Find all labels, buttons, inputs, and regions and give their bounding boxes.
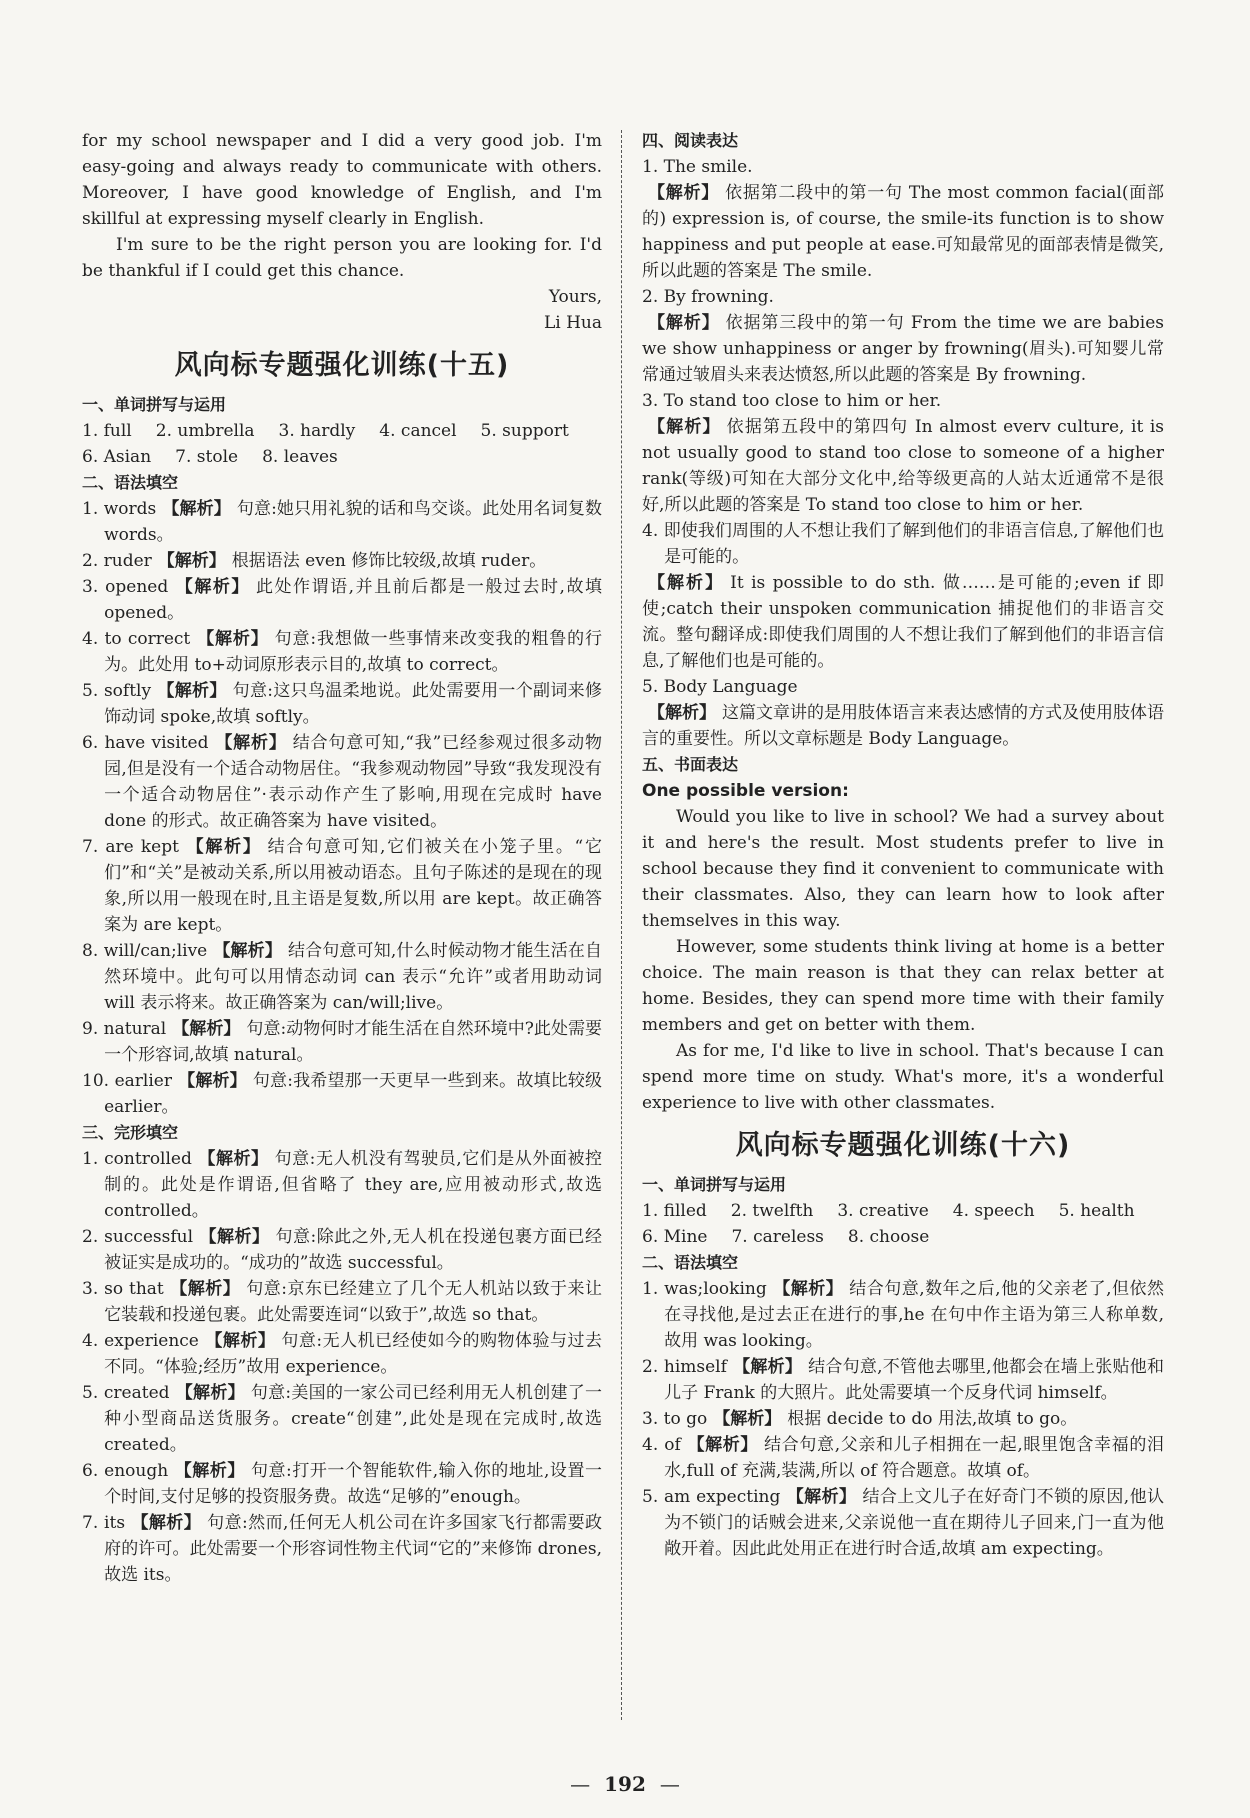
column-divider (621, 130, 622, 1720)
answer: 1. controlled (82, 1149, 192, 1169)
letter-paragraph: for my school newspaper and I did a very good job. I'm easy-going and always ready to communicate with others. Moreover, I have good knowledge of English, and I'm skillful at expressing myself clearly in English. (82, 131, 602, 229)
answer-explanation (642, 414, 1164, 518)
answer: 5. health (1058, 1201, 1135, 1221)
answer: 2. himself (642, 1357, 727, 1377)
section-heading: 一、单词拼写与运用 (642, 1175, 787, 1194)
section-heading: 二、语法填空 (82, 473, 179, 492)
answer: 4. of (642, 1435, 681, 1455)
answer-row (642, 1198, 1164, 1224)
explanation: 句意:无人机没有驾驶员,它们是从外面被控制的。此处是作谓语,但省略了 they are,应用被动形式,故选 controlled。 (104, 1149, 602, 1221)
answer: 3. so that (82, 1279, 164, 1299)
answer-item (642, 1484, 1164, 1562)
right-column (642, 128, 1164, 1562)
analysis-tag: 【解析】 (157, 681, 227, 701)
answer: 10. earlier (82, 1071, 172, 1091)
analysis-tag: 【解析】 (648, 313, 720, 333)
answer: 5. created (82, 1383, 170, 1403)
answer: 4. 即使我们周围的人不想让我们了解到他们的非语言信息,了解他们也是可能的。 (642, 521, 1164, 567)
page-number: — 192 — (570, 1772, 680, 1796)
explanation: 句意:京东已经建立了几个无人机站以致于来让它装载和投递包裹。此处需要连词“以致于”,故选 so that。 (104, 1279, 603, 1325)
answer-item (642, 1354, 1164, 1406)
explanation: It is possible to do sth. 做……是可能的;even if 即使;catch their unspoken communication 捕捉他们的非语言交流。整句翻译成:即使我们周围的人不想让我们了解到他们的非语言信息,了解他们也是可能的。 (642, 573, 1165, 671)
answer: 2. successful (82, 1227, 194, 1247)
letter-closing: Yours, (548, 287, 602, 307)
answer: 3. creative (837, 1201, 929, 1221)
explanation: 句意:除此之外,无人机在投递包裹方面已经被证实是成功的。“成功的”故选 successful。 (104, 1227, 602, 1273)
answer: 3. hardly (278, 421, 356, 441)
answer: 4. cancel (379, 421, 457, 441)
analysis-tag: 【解析】 (169, 1279, 241, 1299)
answer-row (82, 444, 602, 470)
answer-item (82, 678, 602, 730)
answer: 5. support (480, 421, 569, 441)
answer-explanation (642, 180, 1164, 284)
analysis-tag: 【解析】 (786, 1487, 857, 1507)
answer-item (82, 834, 602, 938)
analysis-tag: 【解析】 (131, 1513, 202, 1533)
section-heading: 二、语法填空 (642, 1253, 739, 1272)
explanation: 根据 decide to do 用法,故填 to go。 (787, 1409, 1078, 1429)
answer: 7. careless (731, 1227, 824, 1247)
essay-paragraph: Would you like to live in school? We had a survey about it and here's the result. Most students prefer to live in school because they find it convenient to communicate with their classmates. Also, they can learn how to look after themselves in this way. (642, 807, 1164, 931)
section-heading: 四、阅读表达 (642, 131, 739, 150)
analysis-tag: 【解析】 (772, 1279, 844, 1299)
answer-item (82, 1016, 602, 1068)
answer: 2. umbrella (155, 421, 255, 441)
answer-item (82, 1380, 602, 1458)
essay-paragraph: However, some students think living at home is a better choice. The main reason is that they can relax better at home. Besides, they can spend more time with their family members and get on better with them. (642, 937, 1164, 1035)
section-heading: 三、完形填空 (82, 1123, 179, 1142)
answer: 8. choose (847, 1227, 930, 1247)
explanation: 句意:这只鸟温柔地说。此处需要用一个副词来修饰动词 spoke,故填 softly。 (104, 681, 602, 727)
section-heading: 一、单词拼写与运用 (82, 395, 227, 414)
answer: 7. stole (175, 447, 239, 467)
answer-explanation (642, 700, 1164, 752)
answer: 5. softly (82, 681, 152, 701)
answer: 6. have visited (82, 733, 209, 753)
answer-item (82, 1510, 602, 1588)
answer-item (82, 1146, 602, 1224)
left-column (82, 128, 602, 1588)
letter-paragraph: I'm sure to be the right person you are looking for. I'd be thankful if I could get this chance. (82, 235, 602, 281)
answer: 2. By frowning. (642, 287, 774, 307)
version-label: One possible version: (642, 781, 849, 801)
answer: 2. ruder (82, 551, 152, 571)
explanation: 句意:她只用礼貌的话和鸟交谈。此处用名词复数 words。 (104, 499, 602, 545)
answer-row (82, 418, 602, 444)
explanation: 句意:无人机已经使如今的购物体验与过去不同。“体验;经历”故用 experience。 (104, 1331, 603, 1377)
answer: 5. am expecting (642, 1487, 781, 1507)
answer: 3. To stand too close to him or her. (642, 391, 942, 411)
answer: 5. Body Language (642, 677, 798, 697)
answer-item (82, 938, 602, 1016)
section-title: 风向标专题强化训练(十六) (735, 1130, 1071, 1161)
explanation: 结合句意,不管他去哪里,他都会在墙上张贴他和儿子 Frank 的大照片。此处需要填一个反身代词 himself。 (664, 1357, 1164, 1403)
answer: 2. twelfth (730, 1201, 814, 1221)
analysis-tag: 【解析】 (648, 573, 725, 593)
analysis-tag: 【解析】 (174, 1461, 245, 1481)
answer: 7. are kept (82, 837, 179, 857)
answer-item (82, 626, 602, 678)
answer: 6. Asian (82, 447, 152, 467)
answer-item (82, 574, 602, 626)
explanation: 根据语法 even 修饰比较级,故填 ruder。 (231, 551, 547, 571)
explanation: 句意:然而,任何无人机公司在许多国家飞行都需要政府的许可。此处需要一个形容词性物主代词“它的”来修饰 drones,故选 its。 (104, 1513, 602, 1585)
analysis-tag: 【解析】 (197, 1149, 269, 1169)
letter-signature: Li Hua (543, 313, 602, 333)
analysis-tag: 【解析】 (199, 1227, 270, 1247)
analysis-tag: 【解析】 (213, 941, 282, 961)
answer-explanation (642, 570, 1164, 674)
explanation: 句意:我希望那一天更早一些到来。故填比较级 earlier。 (104, 1071, 602, 1117)
analysis-tag: 【解析】 (713, 1409, 782, 1429)
analysis-tag: 【解析】 (184, 837, 262, 857)
explanation: 句意:打开一个智能软件,输入你的地址,设置一个时间,支付足够的投资服务费。故选“足够的”enough。 (104, 1461, 602, 1507)
explanation: 依据第三段中的第一句 From the time we are babies we show unhappiness or anger by frowning(眉头).可知婴儿常常通过皱眉头来表达愤怒,所以此题的答案是 By frowning. (642, 313, 1165, 385)
answer: 1. words (82, 499, 157, 519)
answer-row (642, 1224, 1164, 1250)
answer: 4. speech (952, 1201, 1035, 1221)
answer: 1. was;looking (642, 1279, 767, 1299)
answer-item (82, 730, 602, 834)
answer-item (642, 1432, 1164, 1484)
answer-item (82, 1224, 602, 1276)
explanation: 依据第五段中的第四句 In almost everv culture, it is not usually good to stand too close to someone of a higher rank(等级)可知在大部分文化中,给等级更高的人站太近通常不是很好,所以此题的答案是 To stand too close to him or her. (642, 417, 1165, 515)
answer: 8. leaves (262, 447, 338, 467)
section-title: 风向标专题强化训练(十五) (174, 350, 510, 381)
analysis-tag: 【解析】 (174, 577, 250, 597)
analysis-tag: 【解析】 (648, 183, 720, 203)
answer-item (82, 1328, 602, 1380)
page-number-value: 192 (604, 1772, 646, 1796)
analysis-tag: 【解析】 (732, 1357, 803, 1377)
answer: 9. natural (82, 1019, 167, 1039)
explanation: 依据第二段中的第一句 The most common facial(面部的) expression is, of course, the smile-its function is to show happiness and put people at ease.可知最常见的面部表情是微笑,所以此题的答案是 The smile. (642, 183, 1164, 281)
answer: 6. Mine (642, 1227, 708, 1247)
analysis-tag: 【解析】 (214, 733, 287, 753)
answer-item (82, 548, 602, 574)
analysis-tag: 【解析】 (162, 499, 231, 519)
answer-explanation (642, 310, 1164, 388)
analysis-tag: 【解析】 (686, 1435, 759, 1455)
analysis-tag: 【解析】 (648, 703, 716, 723)
answer: 3. opened (82, 577, 169, 597)
answer: 1. The smile. (642, 157, 753, 177)
answer-item (82, 1458, 602, 1510)
answer: 7. its (82, 1513, 126, 1533)
answer: 1. filled (642, 1201, 707, 1221)
explanation: 句意:美国的一家公司已经利用无人机创建了一种小型商品送货服务。create“创建”,此处是现在完成时,故选 created。 (104, 1383, 602, 1455)
answer-item (642, 1276, 1164, 1354)
explanation: 结合句意,父亲和儿子相拥在一起,眼里饱含幸福的泪水,full of 充满,装满,所以 of 符合题意。故填 of。 (664, 1435, 1164, 1481)
essay-paragraph: As for me, I'd like to live in school. That's because I can spend more time on study. What's more, it's a wonderful experience to live with other classmates. (642, 1041, 1164, 1113)
answer-item (82, 1068, 602, 1120)
answer-item (642, 1406, 1164, 1432)
explanation: 结合句意可知,什么时候动物才能生活在自然环境中。此句可以用情态动词 can 表示“允许”或者用助动词 will 表示将来。故正确答案为 can/will;live。 (104, 941, 602, 1013)
analysis-tag: 【解析】 (172, 1019, 241, 1039)
explanation: 这篇文章讲的是用肢体语言来表达感情的方式及使用肢体语言的重要性。所以文章标题是 Body Language。 (642, 703, 1164, 749)
analysis-tag: 【解析】 (157, 551, 226, 571)
answer: 8. will/can;live (82, 941, 208, 961)
analysis-tag: 【解析】 (648, 417, 721, 437)
analysis-tag: 【解析】 (175, 1383, 245, 1403)
analysis-tag: 【解析】 (204, 1331, 276, 1351)
answer: 4. to correct (82, 629, 191, 649)
explanation: 结合句意可知,它们被关在小笼子里。“它们”和“关”是被动关系,所以用被动语态。且句子陈述的是现在的现象,所以用一般现在时,且主语是复数,所以用 are kept。故正确答案为 are kept。 (104, 837, 602, 935)
answer: 3. to go (642, 1409, 708, 1429)
explanation: 句意:动物何时才能生活在自然环境中?此处需要一个形容词,故填 natural。 (104, 1019, 603, 1065)
analysis-tag: 【解析】 (196, 629, 269, 649)
answer: 4. experience (82, 1331, 199, 1351)
explanation: 句意:我想做一些事情来改变我的粗鲁的行为。此处用 to+动词原形表示目的,故填 to correct。 (104, 629, 603, 675)
explanation: 此处作谓语,并且前后都是一般过去时,故填 opened。 (104, 577, 602, 623)
analysis-tag: 【解析】 (178, 1071, 247, 1091)
explanation: 结合句意,数年之后,他的父亲老了,但依然在寻找他,是过去正在进行的事,he 在句中作主语为第三人称单数,故用 was looking。 (664, 1279, 1165, 1351)
explanation: 结合上文儿子在好奇门不锁的原因,他认为不锁门的话贼会进来,父亲说他一直在期待儿子回来,门一直为他敞开着。因此此处用正在进行时合适,故填 am expecting。 (664, 1487, 1165, 1559)
answer-item (82, 496, 602, 548)
explanation: 结合句意可知,“我”已经参观过很多动物园,但是没有一个适合动物居住。“我参观动物园”导致“我发现没有一个适合动物居住”·表示动作产生了影响,用现在完成时 have done 的形式。故正确答案为 have visited。 (104, 733, 602, 831)
answer: 1. full (82, 421, 132, 441)
section-heading: 五、书面表达 (642, 755, 739, 774)
answer: 6. enough (82, 1461, 169, 1481)
answer-item (82, 1276, 602, 1328)
